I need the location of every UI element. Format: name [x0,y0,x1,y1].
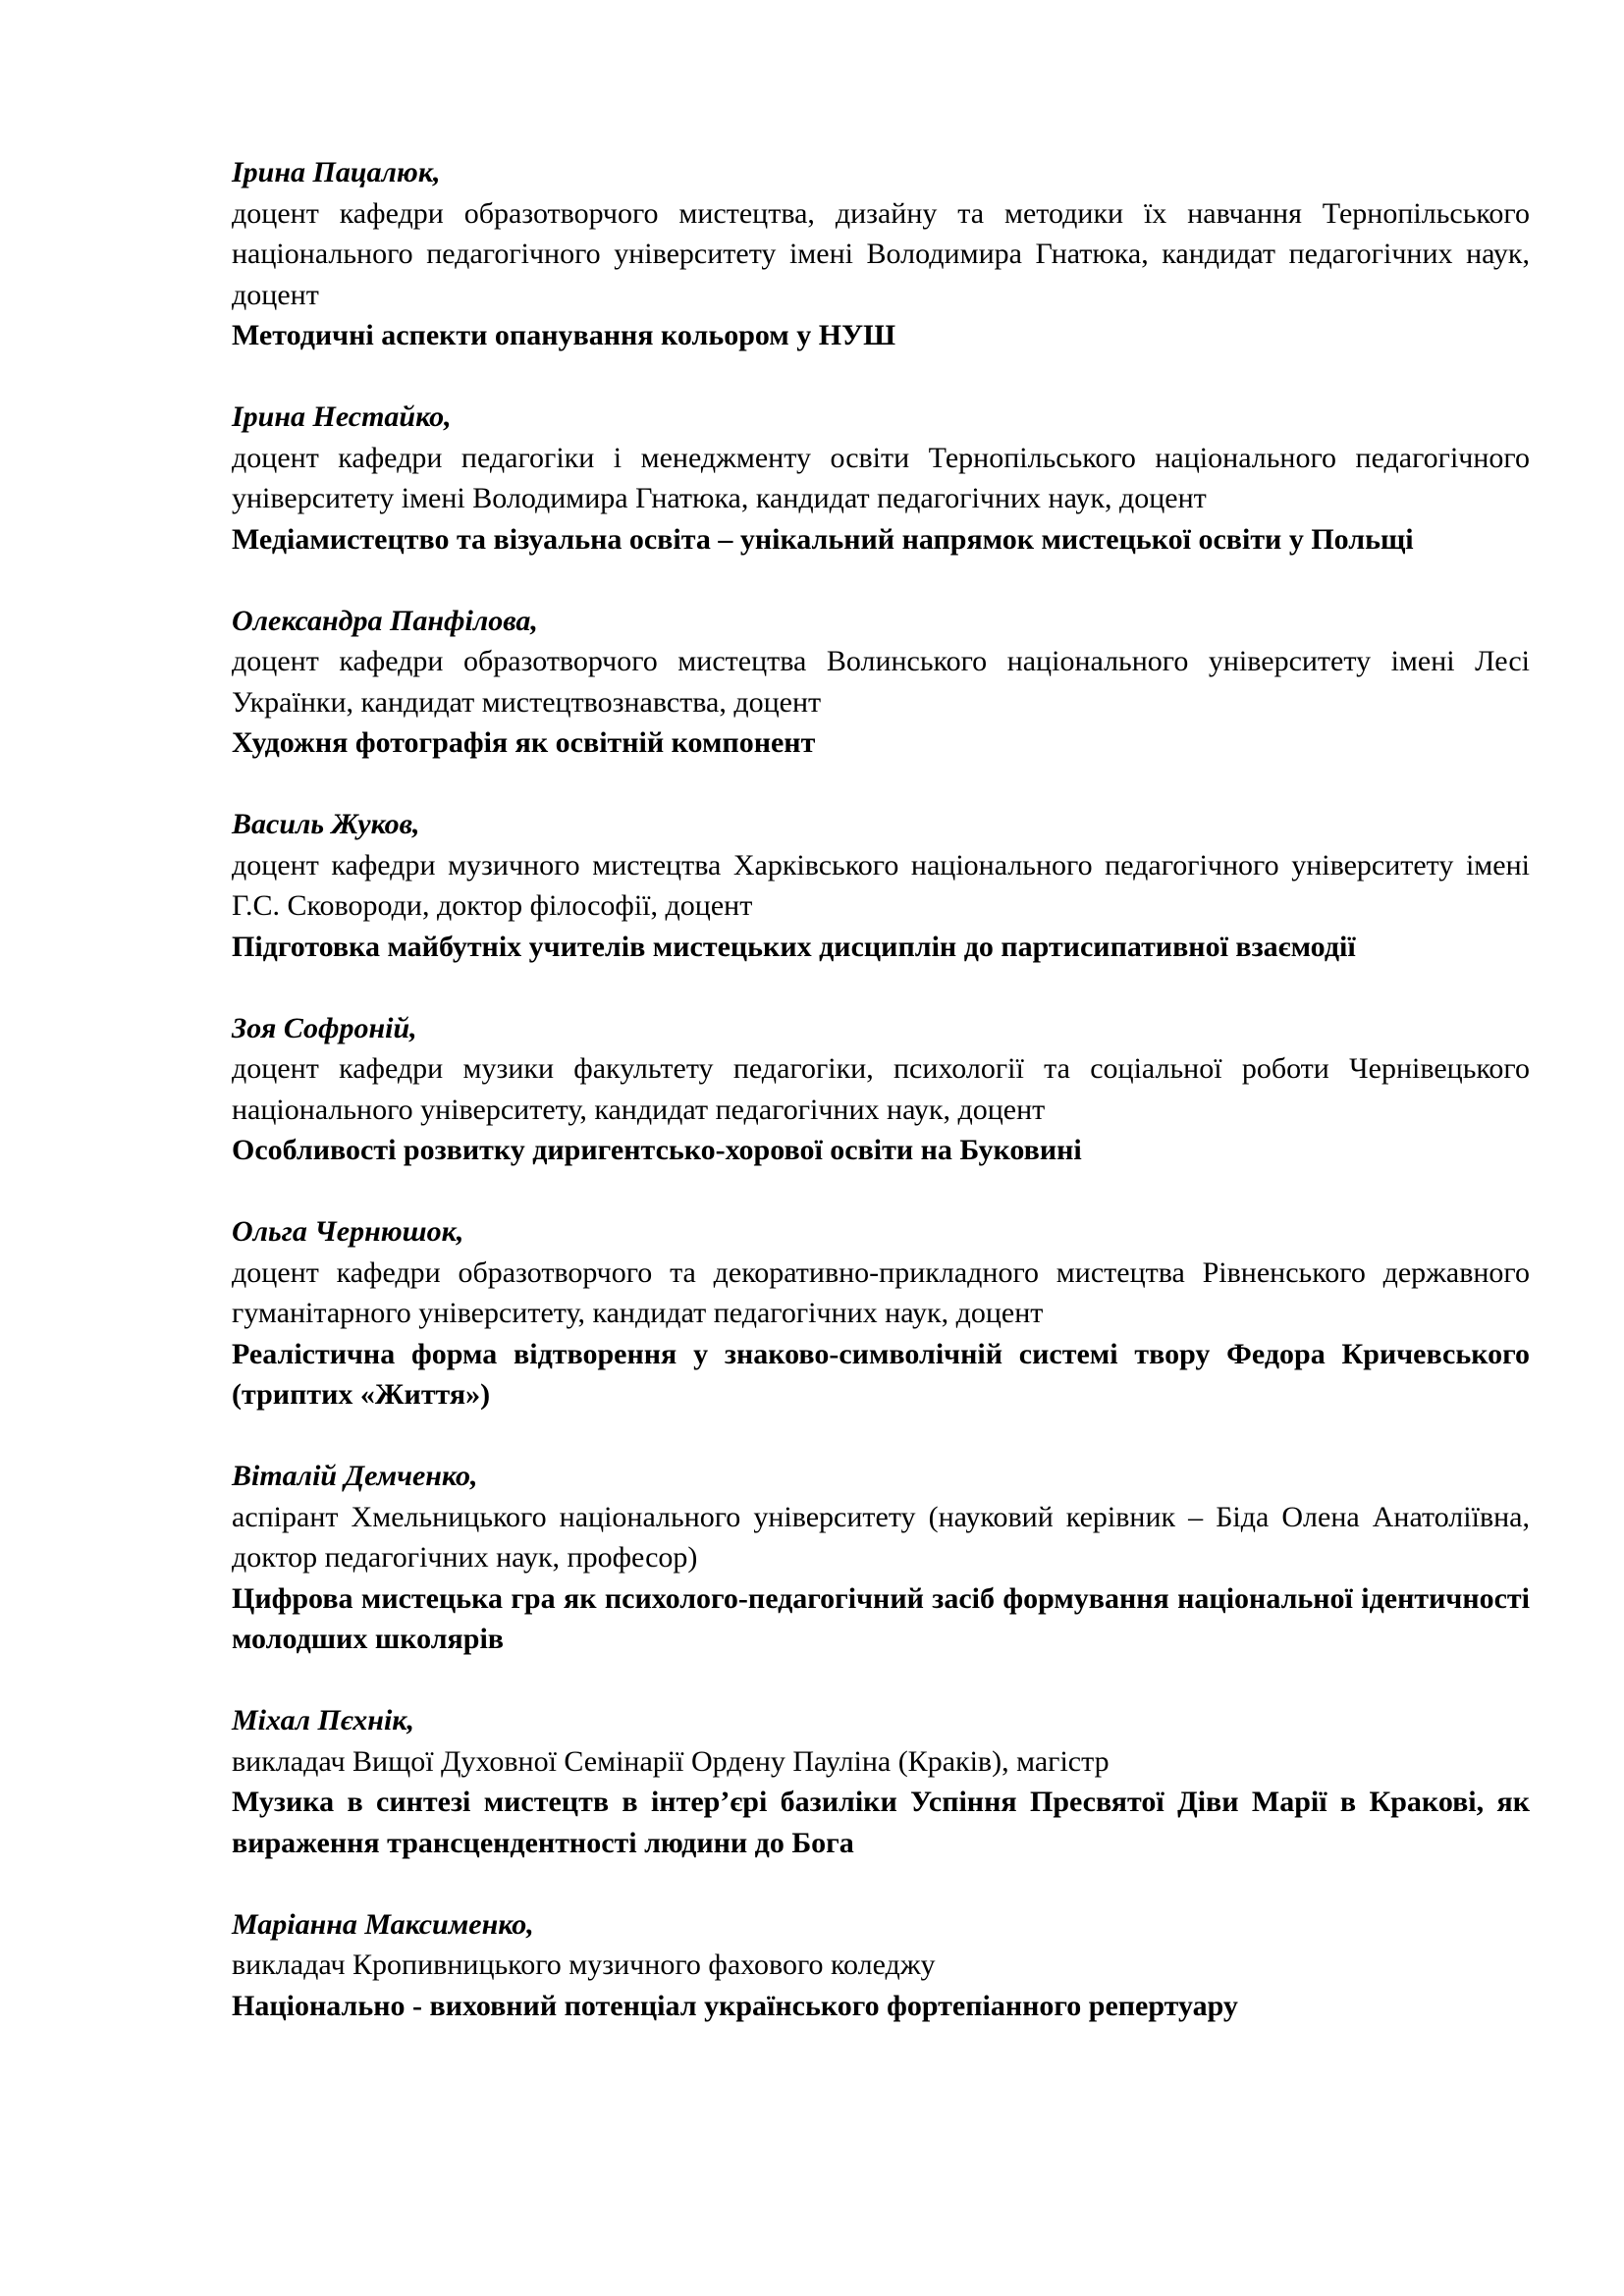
speaker-name: Ольга Чернюшок, [232,1215,464,1248]
speaker-name: Олександра Панфілова, [232,604,538,637]
speaker-affiliation: доцент кафедри образотворчого мистецтва, дизайну та методики їх навчання Тернопільського національного педагогічного університету імені Володимира Гнатюка, кандидат педагогічних наук, доцент [232,196,1530,311]
speaker-entry [232,804,1530,967]
speaker-entry [232,1700,1530,1863]
speaker-name: Ірина Нестайко, [232,400,452,433]
speaker-name: Міхал Пєхнік, [232,1704,414,1736]
talk-title: Реалістична форма відтворення у знаково-символічній системі твору Федора Кричевського (триптих «Життя») [232,1337,1530,1411]
speaker-entry [232,152,1530,356]
speaker-affiliation: викладач Вищої Духовної Семінарії Ордену Пауліна (Краків), магістр [232,1744,1110,1778]
talk-title: Художня фотографія як освітній компонент [232,726,816,759]
talk-title: Методичні аспекти опанування кольором у НУШ [232,319,896,351]
speaker-affiliation: доцент кафедри образотворчого мистецтва Волинського національного університету імені Лесі Українки, кандидат мистецтвознавства, доцент [232,645,1530,719]
talk-title: Особливості розвитку диригентсько-хорової освіти на Буковині [232,1134,1082,1166]
speaker-name: Маріанна Максименко, [232,1907,534,1941]
talk-title: Цифрова мистецька гра як психолого-педагогічний засіб формування національної ідентичності молодших школярів [232,1581,1530,1655]
speaker-entry [232,1904,1530,2027]
speaker-affiliation: викладач Кропивницького музичного фахового коледжу [232,1949,936,1981]
speaker-entry [232,397,1530,560]
document-page [232,152,1530,2067]
speaker-affiliation: доцент кафедри музичного мистецтва Харківського національного педагогічного університету імені Г.С. Сковороди, доктор філософії, доцент [232,848,1530,922]
speaker-affiliation: доцент кафедри педагогіки і менеджменту освіти Тернопільського національного педагогічного університету імені Володимира Гнатюка, кандидат педагогічних наук, доцент [232,441,1530,514]
speaker-name: Ірина Пацалюк, [232,156,441,188]
speaker-name: Віталій Демченко, [232,1460,478,1492]
speaker-name: Василь Жуков, [232,808,420,840]
speaker-entry [232,1008,1530,1171]
talk-title: Медіамистецтво та візуальна освіта – унікальний напрямок мистецької освіти у Польщі [232,522,1414,556]
talk-title: Підготовка майбутніх учителів мистецьких дисциплін до партисипативної взаємодії [232,930,1356,963]
speaker-entry [232,601,1530,764]
speaker-affiliation: доцент кафедри образотворчого та декоративно-прикладного мистецтва Рівненського державного гуманітарного університету, кандидат педагогічних наук, доцент [232,1255,1530,1329]
talk-title: Національно - виховний потенціал українського фортепіанного репертуару [232,1989,1238,2022]
speaker-entry [232,1456,1530,1660]
speaker-affiliation: доцент кафедри музики факультету педагогіки, психології та соціальної роботи Чернівецького національного університету, кандидат педагогічних наук, доцент [232,1052,1530,1126]
talk-title: Музика в синтезі мистецтв в інтер’єрі базиліки Успіння Пресвятої Діви Марії в Кракові, як вираження трансцендентності людини до Бога [232,1786,1530,1859]
speaker-name: Зоя Софроній, [232,1011,417,1044]
speaker-affiliation: аспірант Хмельницького національного університету (науковий керівник – Біда Олена Анатоліївна, доктор педагогічних наук, професор) [232,1500,1530,1574]
speaker-entry [232,1211,1530,1415]
